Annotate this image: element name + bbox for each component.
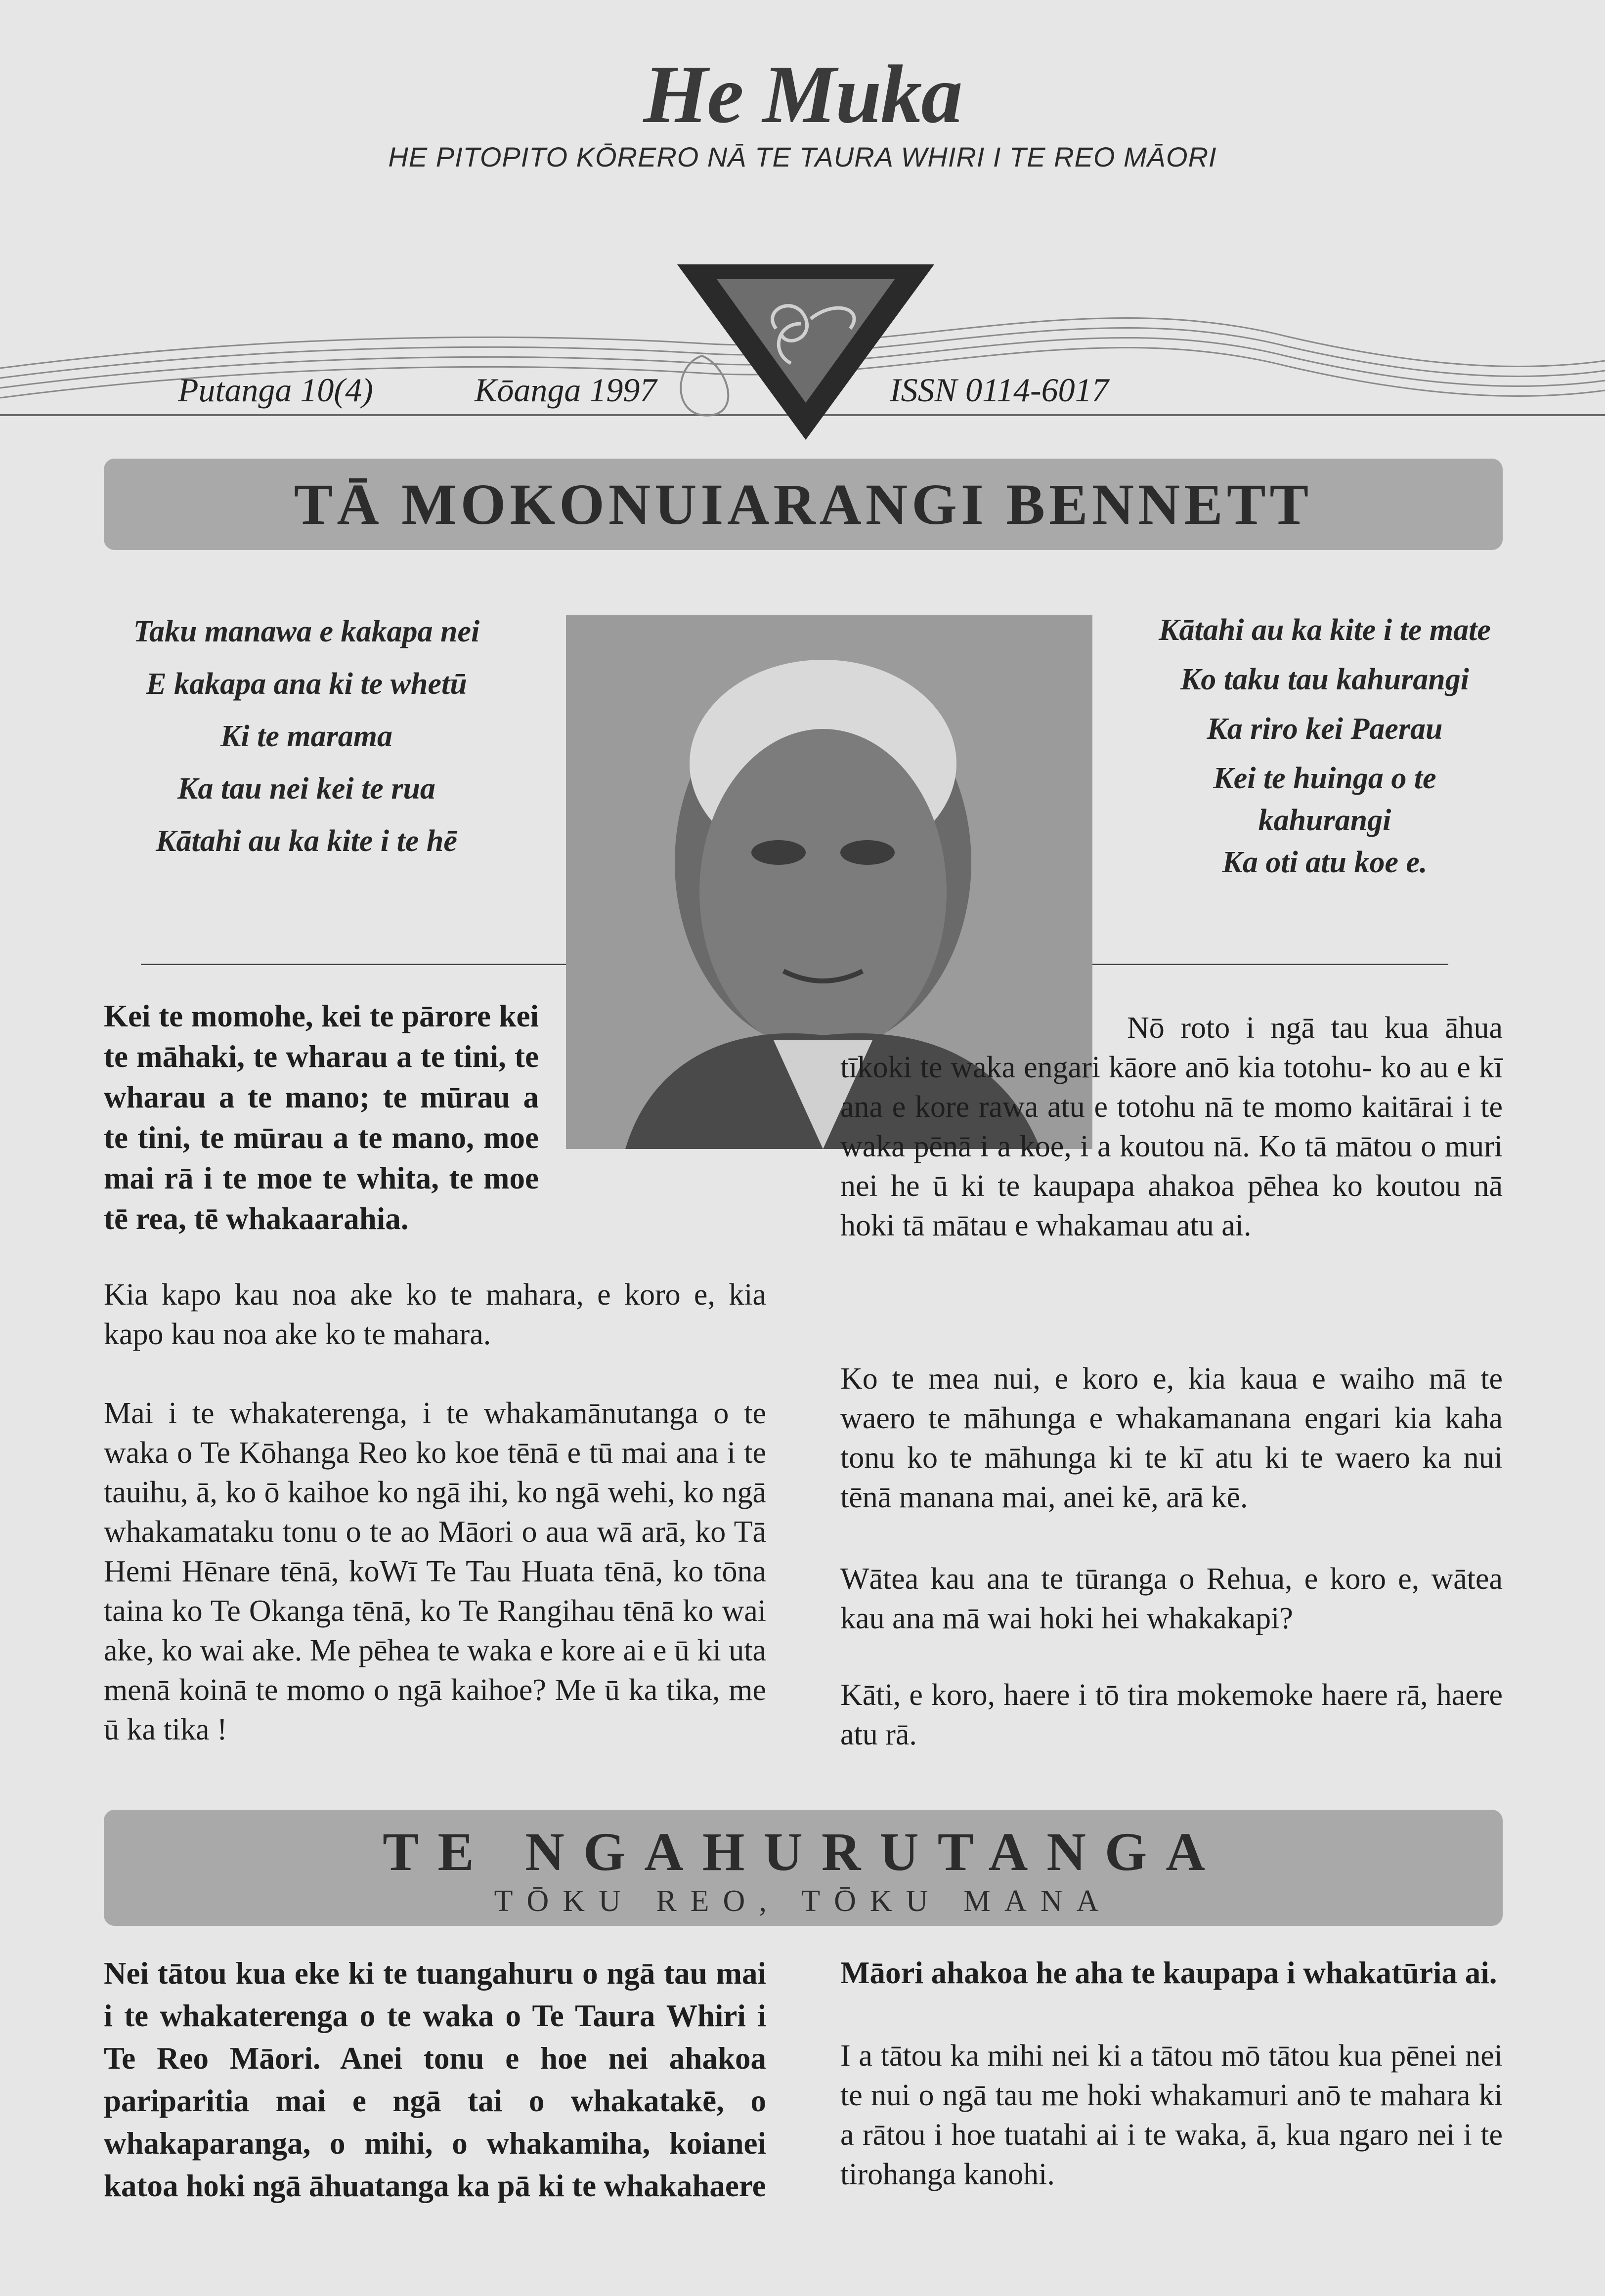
paragraph-voyage: Mai i te whakaterenga, i te whakamānutanga o te waka o Te Kōhanga Reo ko koe tēnā e tū mai ana i te tauihu, ā, ko ō kaihoe ko ngā ihi, ko ngā wehi, ko ngā whakamataku tonu o te ao Māori o aua wā arā, ko Tā Hemi Hēnare tēnā, koWī Te Tau Huata tēnā, ko tōna taina ko Te Okanga tēnā, ko Te Rangihau tēnā ko wai ake, ko wai ake. Me pēhea te waka e kore ai e ū ki uta menā koinā te momo o ngā kaihoe? Me ū ka tika, me ū ka tika ! bbox=[104, 1397, 766, 1746]
poem-line: Kātahi au ka kite i te hē bbox=[156, 824, 457, 858]
issn: ISSN 0114-6017 bbox=[890, 371, 1109, 409]
poem-left bbox=[99, 605, 514, 867]
paragraph-farewell: Kāti, e koro, haere i tō tira mokemoke haere rā, haere atu rā. bbox=[840, 1678, 1503, 1751]
poem-line: Ki te marama bbox=[220, 720, 392, 753]
poem-line: Ko taku tau kahurangi bbox=[1180, 663, 1470, 696]
paragraph-tenth-year: Nei tātou kua eke ki te tuangahuru o ngā tau mai i te whakaterenga o te waka o Te Taura Whiri i Te Reo Māori. Anei tonu e hoe nei ahakoa pariparitia mai e ngā tai o whakatakē, o whakaparanga, o mihi, o whakamiha, koianei katoa hoki ngā āhuatanga ka pā ki te whakahaere bbox=[104, 1956, 766, 2203]
poem-line: Kātahi au ka kite i te mate bbox=[1159, 613, 1491, 647]
paragraph-remembrance: I a tātou ka mihi nei ki a tātou mō tātou kua pēnei nei te nui o ngā tau me hoki whakamuri anō te mahara ki a rātou i hoe tuatahi ai i te waka, ā, kua ngaro nei i te tirohanga kanohi. bbox=[840, 2039, 1503, 2191]
paragraph-lament: Kei te momohe, kei te pārore kei te māhaki, te wharau a te tini, te wharau a te mano; te mūrau a te tini, te mūrau a te mano, moe mai rā i te moe te whita, te moe tē rea, tē whakaarahia. bbox=[104, 999, 539, 1236]
koru-triangle-logo-icon bbox=[677, 264, 934, 442]
poem-line: kahurangi bbox=[1258, 804, 1391, 837]
section-banner-anniversary bbox=[104, 1810, 1503, 1926]
masthead-subtitle: HE PITOPITO KŌRERO NĀ TE TAURA WHIRI I TE REO MĀORI bbox=[388, 141, 1217, 172]
paragraph-headwaters: Ko te mea nui, e koro e, kia kaua e waiho mā te waero te māhunga e whakamanana engari kia kaha tonu ko te māhunga ki te kī atu ki te waero ka nui tēnā manana mai, anei kē, arā kē. bbox=[840, 1362, 1503, 1514]
poem-line: Ka oti atu koe e. bbox=[1222, 846, 1428, 879]
paragraph-memory: Kia kapo kau noa ake ko te mahara, e koro e, kia kapo kau noa ake ko te mahara. bbox=[104, 1278, 766, 1351]
masthead-title: He Muka bbox=[643, 48, 962, 140]
poem-line: Taku manawa e kakapa nei bbox=[133, 615, 480, 648]
poem-line: Ka tau nei kei te rua bbox=[177, 772, 435, 806]
poem-line: Ka riro kei Paerau bbox=[1207, 712, 1443, 746]
section-title: TĀ MOKONUIARANGI BENNETT bbox=[294, 472, 1313, 537]
section-banner-tribute bbox=[104, 459, 1503, 550]
issue-number: Putanga 10(4) bbox=[178, 371, 373, 409]
section-subtitle: TŌKU REO, TŌKU MANA bbox=[494, 1884, 1113, 1918]
poem-line: E kakapa ana ki te whetū bbox=[146, 667, 467, 701]
paragraph-rehua: Wātea kau ana te tūranga o Rehua, e koro e, wātea kau ana mā wai hoki hei whakakapi? bbox=[840, 1562, 1503, 1635]
divider-rule-right bbox=[1092, 964, 1448, 965]
paragraph-kaupapa: Māori ahakoa he aha te kaupapa i whakatūria ai. bbox=[840, 1956, 1497, 1990]
poem-right bbox=[1107, 605, 1542, 887]
issue-date: Kōanga 1997 bbox=[475, 371, 657, 409]
section-title: TE NGAHURUTANGA bbox=[383, 1822, 1224, 1882]
poem-line: Kei te huinga o te bbox=[1213, 762, 1436, 795]
divider-rule-left bbox=[141, 964, 566, 965]
paragraph-canoe: Nō roto i ngā tau kua āhua tīkoki te waka engari kāore anō kia totohu- ko au e kī ana e kore rawa atu e totohu nā te momo kaitārai i te waka pēnā i a koe, i a koutou nā. Ko tā mātou o muri nei he ū ki te kaupapa ahakoa pēhea ko koutou nā hoki tā mātau e whakamau atu ai. bbox=[840, 1011, 1503, 1242]
